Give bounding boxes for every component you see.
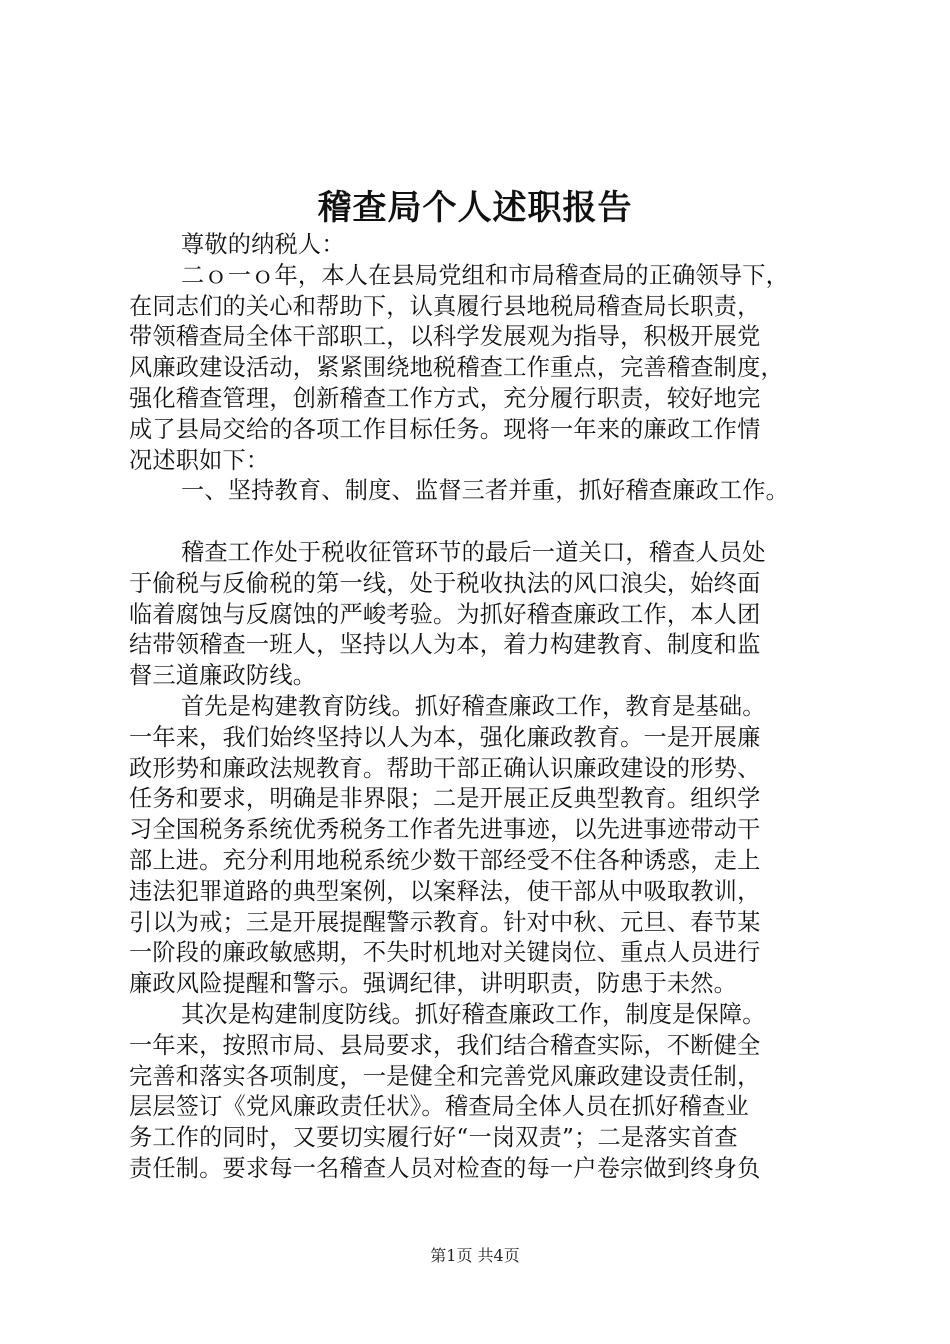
paragraph-line: 二ｏ一ｏ年，本人在县局党组和市局稽查局的正确领导下， <box>181 261 790 289</box>
paragraph-line: 廉政风险提醒和警示。强调纪律，讲明职责，防患于未然。 <box>129 970 738 998</box>
paragraph-line: 一阶段的廉政敏感期，不失时机地对关键岗位、重点人员进行 <box>129 939 761 967</box>
paragraph-line: 稽查工作处于税收征管环节的最后一道关口，稽查人员处 <box>181 538 766 566</box>
paragraph-line: 部上进。充分利用地税系统少数干部经受不住各种诱惑，走上 <box>129 846 761 874</box>
paragraph-line: 风廉政建设活动，紧紧围绕地税稽查工作重点，完善稽查制度， <box>129 354 784 382</box>
paragraph-line: 其次是构建制度防线。抓好稽查廉政工作，制度是保障。 <box>181 1000 766 1028</box>
paragraph-line: 于偷税与反偷税的第一线，处于税收执法的风口浪尖，始终面 <box>129 569 761 597</box>
paragraph-line: 习全国税务系统优秀税务工作者先进事迹，以先进事迹带动干 <box>129 816 761 844</box>
paragraph-line: 一年来，按照市局、县局要求，我们结合稽查实际，不断健全 <box>129 1031 761 1059</box>
paragraph-line: 临着腐蚀与反腐蚀的严峻考验。为抓好稽查廉政工作，本人团 <box>129 600 761 628</box>
paragraph-line: 在同志们的关心和帮助下，认真履行县地税局稽查局长职责， <box>129 292 761 320</box>
paragraph-line: 务工作的同时，又要切实履行好“一岗双责”；二是落实首查 <box>129 1124 738 1152</box>
blank-line <box>129 507 829 538</box>
salutation-line: 尊敬的纳税人： <box>181 231 345 258</box>
paragraph-line: 首先是构建教育防线。抓好稽查廉政工作，教育是基础。 <box>181 692 766 720</box>
paragraph-line: 带领稽查局全体干部职工，以科学发展观为指导，积极开展党 <box>129 323 761 351</box>
section-heading: 一、坚持教育、制度、监督三者并重，抓好稽查廉政工作。 <box>181 477 790 505</box>
paragraph-line: 成了县局交给的各项工作目标任务。现将一年来的廉政工作情 <box>129 415 761 443</box>
paragraph-line: 违法犯罪道路的典型案例，以案释法，使干部从中吸取教训， <box>129 877 761 905</box>
paragraph-line: 层层签订《党风廉政责任状》。稽查局全体人员在抓好稽查业 <box>129 1093 749 1121</box>
paragraph-line: 任务和要求，明确是非界限；二是开展正反典型教育。组织学 <box>129 785 761 813</box>
paragraph-line: 责任制。要求每一名稽查人员对检查的每一户卷宗做到终身负 <box>129 1154 761 1182</box>
paragraph-line: 引以为戒；三是开展提醒警示教育。针对中秋、元旦、春节某 <box>129 908 761 936</box>
paragraph-line: 政形势和廉政法规教育。帮助干部正确认识廉政建设的形势、 <box>129 754 761 782</box>
paragraph-line: 结带领稽查一班人，坚持以人为本，着力构建教育、制度和监 <box>129 631 761 659</box>
page-number-footer: 第1页 共4页 <box>430 1246 520 1265</box>
document-title: 稽查局个人述职报告 <box>317 188 633 228</box>
paragraph-line: 一年来，我们始终坚持以人为本，强化廉政教育。一是开展廉 <box>129 723 761 751</box>
paragraph-line: 督三道廉政防线。 <box>129 662 317 690</box>
paragraph-line: 完善和落实各项制度，一是健全和完善党风廉政建设责任制， <box>129 1062 761 1090</box>
paragraph-line: 强化稽查管理，创新稽查工作方式，充分履行职责，较好地完 <box>129 384 761 412</box>
paragraph-line: 况述职如下： <box>129 446 270 474</box>
document-body <box>129 230 829 1185</box>
